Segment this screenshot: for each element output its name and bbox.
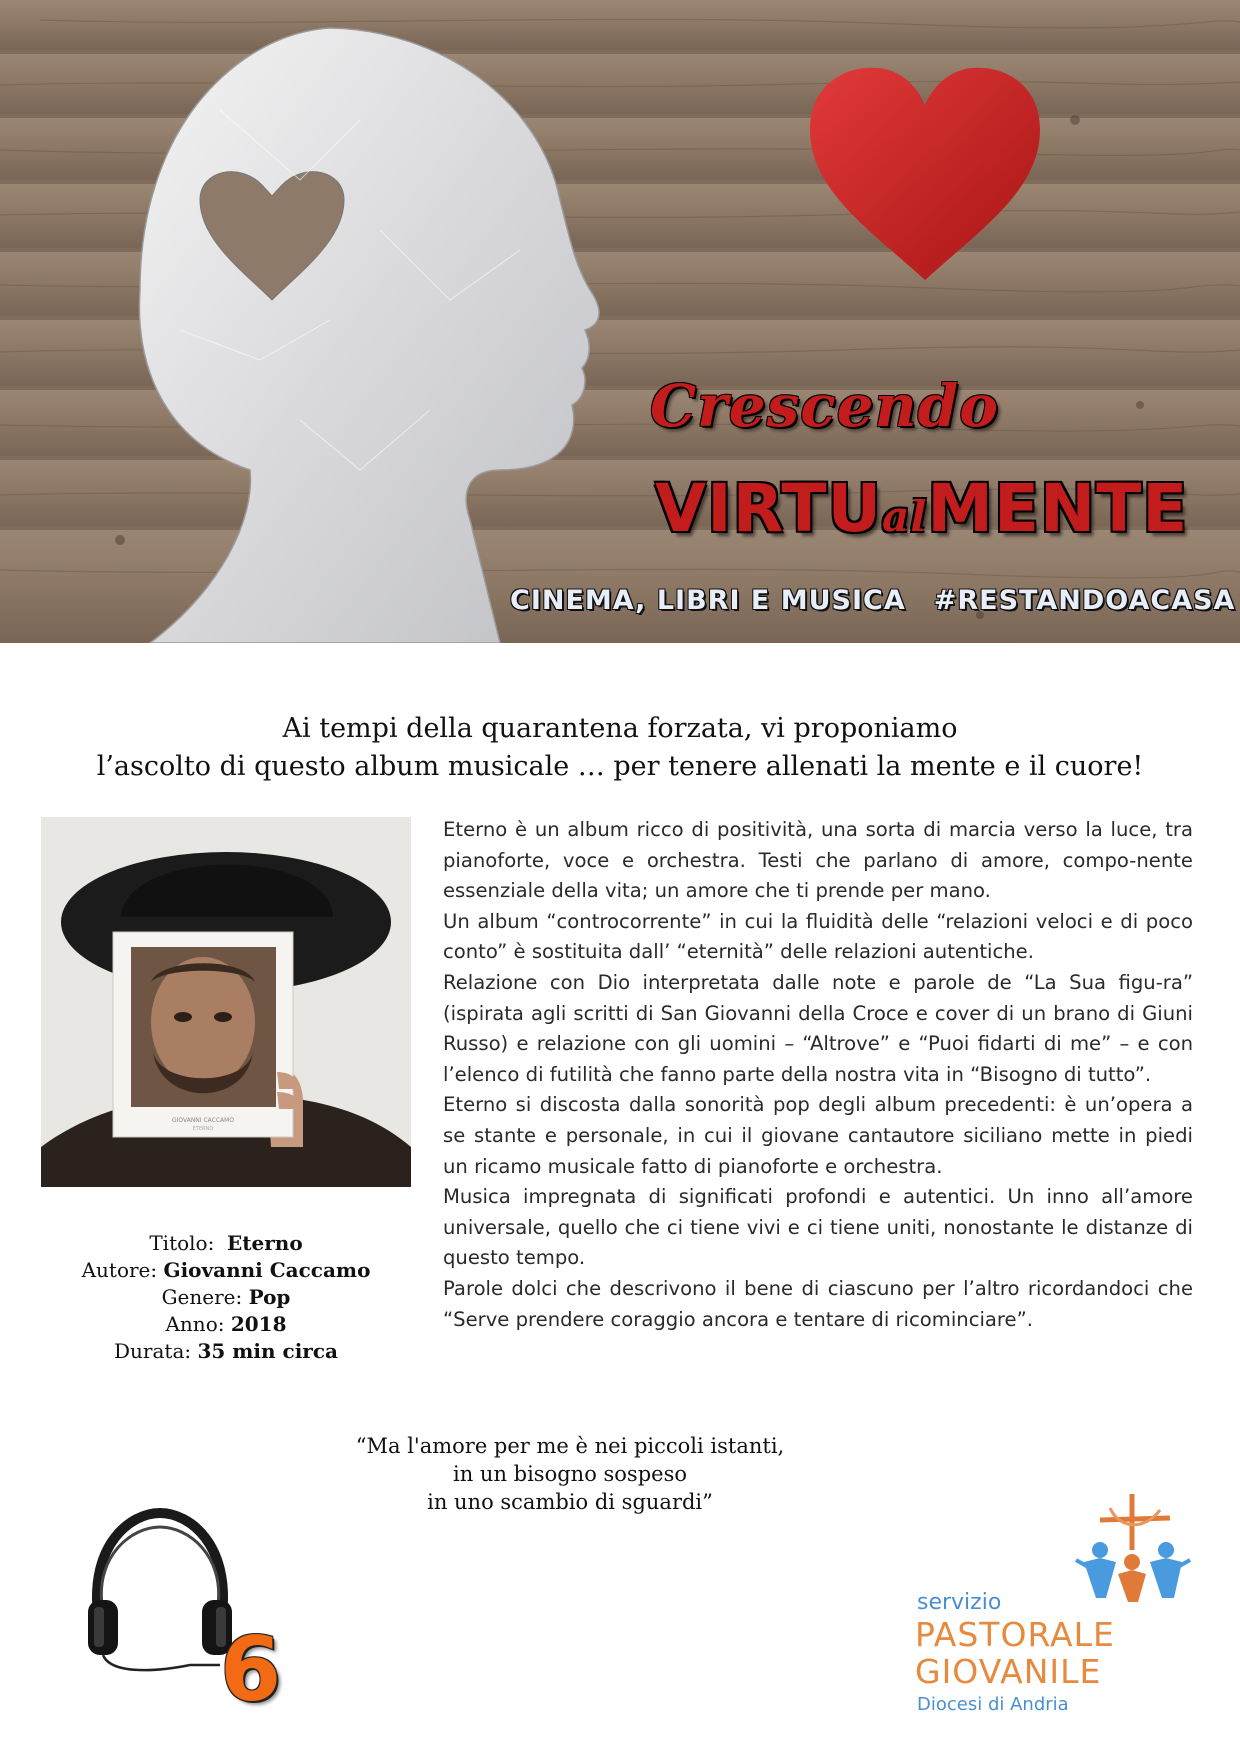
cover-artist-text: GIOVANNI CACCAMO <box>171 1117 235 1124</box>
banner-tagline <box>510 585 1236 616</box>
quote-line-3: in uno scambio di sguardi” <box>427 1490 713 1514</box>
info-title <box>41 1230 411 1257</box>
intro-line-2: l’ascolto di questo album musicale … per tenere allenati la mente e il cuore! <box>96 751 1144 782</box>
album-info-list <box>41 1230 411 1365</box>
info-year <box>41 1311 411 1338</box>
description-paragraph: Eterno si discosta dalla sonorità pop degli album precedenti: è un’opera a se stante e personale, in cui il giovane cantautore siciliano mette in piedi un ricamo musicale fatto di pianoforte e orchestra. <box>443 1093 1193 1178</box>
logo-line-servizio: servizio <box>917 1590 1002 1615</box>
description-paragraph: Relazione con Dio interpretata dalle note e parole de “La Sua figu-ra” (ispirata agli scritti di San Giovanni della Croce e cover di un brano di Giuni Russo) e relazione con gli uomini – “Altrove” e “Puoi fidarti di me” – e con l’elenco di futilità che fanno parte della nostra vita in “Bisogno di tutto”. <box>443 970 1193 1086</box>
paper-head-illustration <box>0 0 640 643</box>
logo-line-pastorale: PASTORALE <box>915 1615 1115 1654</box>
lyric-quote <box>330 1432 810 1516</box>
description-paragraph: Parole dolci che descrivono il bene di ciascuno per l’altro ricordandoci che “Serve prendere coraggio ancora e tentare di ricominciare”. <box>443 1276 1193 1331</box>
intro-line-1: Ai tempi della quarantena forzata, vi proponiamo <box>282 713 958 744</box>
header-banner <box>0 0 1240 643</box>
tagline-text: CINEMA, LIBRI E MUSICA <box>510 585 906 616</box>
banner-title-virtualmente <box>655 470 1195 547</box>
logo-line-diocesi: Diocesi di Andria <box>917 1694 1069 1715</box>
album-description <box>443 815 1193 1335</box>
title-part-al: al <box>882 492 928 541</box>
quote-line-2: in un bisogno sospeso <box>453 1462 687 1486</box>
description-paragraph: Musica impregnata di significati profondi e autentici. Un inno all’amore universale, quello che ci tiene vivi e ci tiene uniti, nonostante le distanze di questo tempo. <box>443 1185 1193 1270</box>
intro-heading <box>30 710 1210 786</box>
info-author <box>41 1257 411 1284</box>
headphones-icon <box>80 1505 240 1675</box>
info-value: Pop <box>248 1285 291 1309</box>
info-label: Anno: <box>165 1312 225 1336</box>
description-paragraph: Un album “controcorrente” in cui la fluidità delle “relazioni veloci e di poco conto” è sostituita dall’ “eternità” delle relazioni autentiche. <box>443 909 1193 964</box>
info-value: 35 min circa <box>197 1339 338 1363</box>
info-label: Autore: <box>81 1258 158 1282</box>
info-label: Titolo: <box>149 1231 215 1255</box>
description-paragraph: Eterno è un album ricco di positività, una sorta di marcia verso la luce, tra pianoforte, voce e orchestra. Testi che parlano di amore, compo-nente essenziale della vita; un amore che ti prende per mano. <box>443 818 1193 903</box>
cover-title-text: ETERNO <box>192 1126 214 1132</box>
info-value: Giovanni Caccamo <box>163 1258 371 1282</box>
episode-number: 6 <box>220 1618 282 1721</box>
title-part-mente: MENTE <box>927 470 1189 547</box>
pastorale-giovanile-logo <box>905 1490 1205 1740</box>
title-part-virtu: VIRTU <box>655 470 883 547</box>
info-label: Durata: <box>114 1339 192 1363</box>
hashtag-text: #RESTANDOACASA <box>933 585 1236 616</box>
album-cover-image <box>41 817 411 1187</box>
info-value: Eterno <box>227 1231 303 1255</box>
info-label: Genere: <box>161 1285 243 1309</box>
red-heart-icon <box>800 60 1050 290</box>
banner-title-crescendo: Crescendo <box>650 372 999 440</box>
logo-line-giovanile: GIOVANILE <box>915 1652 1102 1691</box>
cross-and-figures-icon <box>1070 1490 1200 1605</box>
info-duration <box>41 1338 411 1365</box>
info-genre <box>41 1284 411 1311</box>
info-value: 2018 <box>230 1312 287 1336</box>
quote-line-1: “Ma l'amore per me è nei piccoli istanti, <box>355 1434 785 1458</box>
